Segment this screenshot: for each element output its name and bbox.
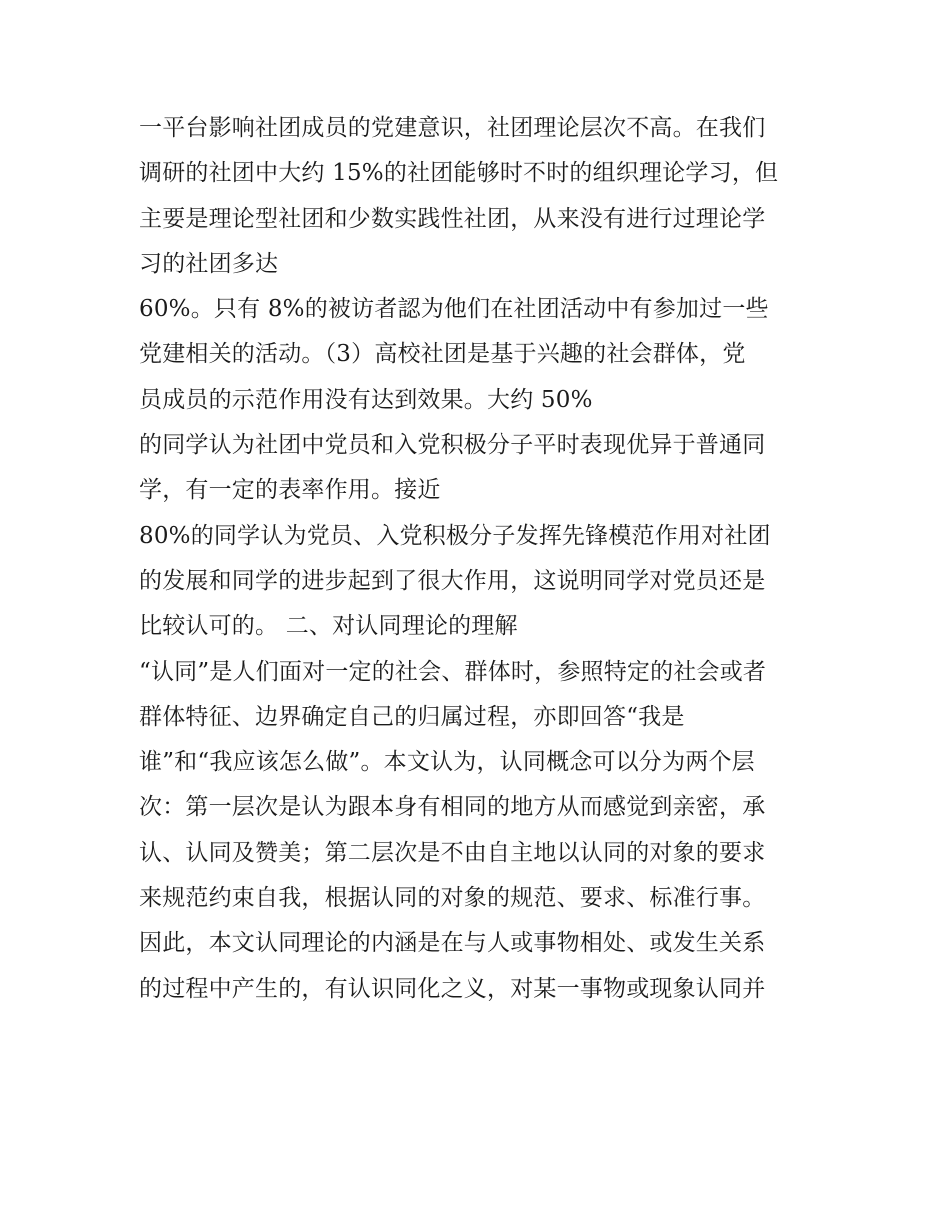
text-line: 党建相关的活动。（3）高校社团是基于兴趣的社会群体，党 xyxy=(139,341,746,368)
text-line: 员成员的示范作用没有达到效果。大约 50% xyxy=(139,386,593,413)
text-line: 学，有一定的表率作用。接近 xyxy=(139,477,441,504)
text-line: 谁”和“我应该怎么做”。本文认为，认同概念可以分为两个层 xyxy=(139,749,755,776)
text-line: 的过程中产生的，有认识同化之义，对某一事物或现象认同并 xyxy=(139,975,766,1002)
body-text xyxy=(139,106,819,1012)
text-line: 习的社团多达 xyxy=(139,250,279,277)
text-line: 调研的社团中大约 15%的社团能够时不时的组织理论学习，但 xyxy=(139,160,779,187)
text-line: 主要是理论型社团和少数实践性社团，从来没有进行过理论学 xyxy=(139,205,766,232)
text-line: 来规范约束自我，根据认同的对象的规范、要求、标准行事。 xyxy=(139,885,766,912)
text-line: 认、认同及赞美；第二层次是不由自主地以认同的对象的要求 xyxy=(139,839,766,866)
text-line: “认同”是人们面对一定的社会、群体时，参照特定的社会或者 xyxy=(139,658,767,685)
text-line: 60%。只有 8%的被访者認为他们在社团活动中有参加过一些 xyxy=(139,296,769,323)
text-line: 一平台影响社团成员的党建意识，社团理论层次不高。在我们 xyxy=(139,115,766,141)
text-line: 的同学认为社团中党员和入党积极分子平时表现优异于普通同 xyxy=(139,432,766,459)
text-line: 次：第一层次是认为跟本身有相同的地方从而感觉到亲密，承 xyxy=(139,794,766,821)
text-line: 的发展和同学的进步起到了很大作用，这说明同学对党员还是 xyxy=(139,567,766,594)
text-line: 80%的同学认为党员、入党积极分子发挥先锋模范作用对社团 xyxy=(139,522,771,549)
text-line: 群体特征、边界确定自己的归属过程，亦即回答“我是 xyxy=(139,703,685,730)
text-line: 因此，本文认同理论的内涵是在与人或事物相处、或发生关系 xyxy=(139,930,766,957)
section-heading-line: 比较认可的。 二、对认同理论的理解 xyxy=(139,613,518,640)
